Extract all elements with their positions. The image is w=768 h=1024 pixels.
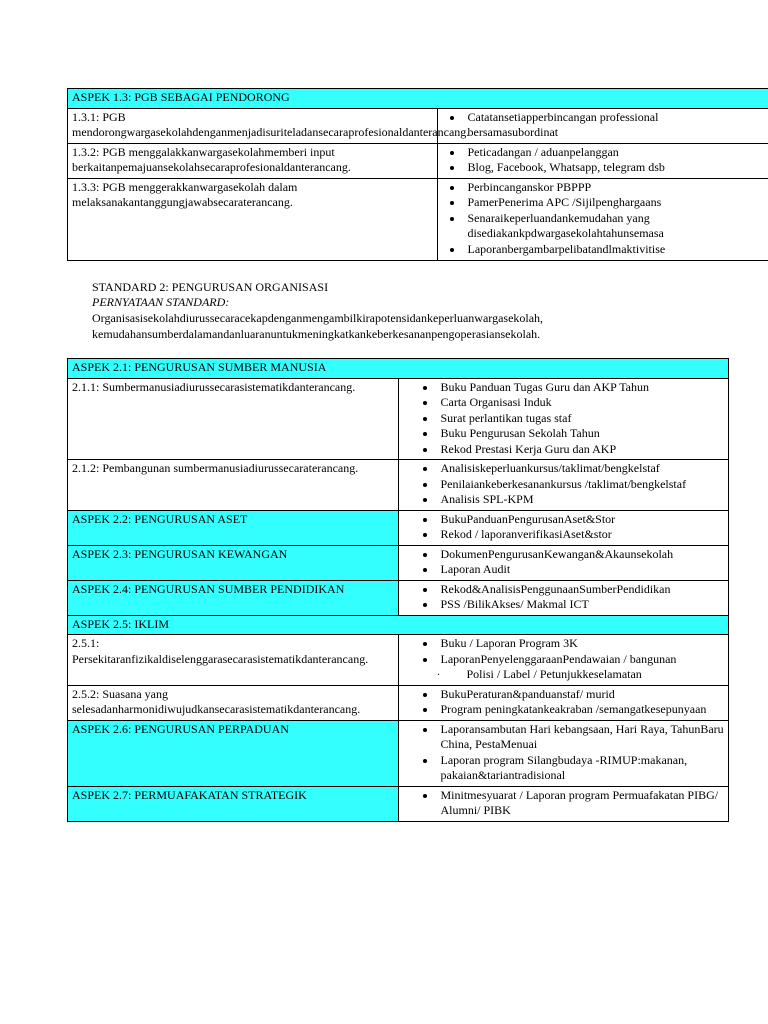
- list-item: • DokumenPengurusanKewangan&Akaunsekolah: [437, 547, 725, 563]
- list-item: • Laporan Audit: [437, 562, 725, 578]
- list-item: • Rekod / laporanverifikasiAset&stor: [437, 527, 725, 543]
- aspek-2-4-title: ASPEK 2.4: PENGURUSAN SUMBER PENDIDIKAN: [68, 580, 399, 615]
- list-item: • Senaraikeperluandankemudahan yang disediakankpdwargasekolahtahunsemasa: [464, 211, 718, 242]
- list-item: • Laporansambutan Hari kebangsaan, Hari Raya, TahunBaru China, PestaMenuai: [437, 722, 725, 753]
- evidence-list: [403, 788, 725, 819]
- list-item: • Rekod&AnalisisPenggunaanSumberPendidikan: [437, 582, 725, 598]
- list-item: • Laporan program Silangbudaya -RIMUP:makanan, pakaian&tariantradisional: [437, 753, 725, 784]
- evidence-2-1-1: [398, 378, 729, 460]
- list-item: • Laporanbergambarpelibatandlmaktivitise: [464, 242, 768, 258]
- list-item: • Buku Panduan Tugas Guru dan AKP Tahun: [437, 380, 725, 396]
- list-item-text: Polisi / Label / Petunjukkeselamatan: [466, 667, 642, 681]
- aspek-2-1-header: ASPEK 2.1: PENGURUSAN SUMBER MANUSIA: [68, 359, 729, 379]
- standard-2-subtitle: PERNYATAAN STANDARD:: [92, 295, 230, 309]
- list-item: • Analisis SPL-KPM: [437, 492, 725, 508]
- criterion-1-3-2: 1.3.2: PGB menggalakkanwargasekolahmemberi input berkaitanpemajuansekolahsecaraprofesionaldanterancang.: [68, 143, 438, 178]
- list-item: • LaporanPenyelenggaraanPendawaian / bangunan: [437, 652, 725, 668]
- list-item: • Blog, Facebook, Whatsapp, telegram dsb: [464, 160, 768, 176]
- standard-2-statement-line-2: kemudahansumberdalamandanluaranuntukmeningkatkankeberkesananpengoperasiansekolah.: [92, 327, 541, 341]
- evidence-list: [403, 380, 725, 458]
- evidence-2-1-2: [398, 460, 729, 511]
- criterion-1-3-3: 1.3.3: PGB menggerakkanwargasekolah dalam melaksanakantanggungjawabsecaraterancang.: [68, 178, 438, 260]
- list-item: • PSS /BilikAkses/ Makmal ICT: [437, 597, 725, 613]
- list-item: • PamerPenerima APC /Sijilpenghargaans: [464, 195, 768, 211]
- aspek-2-7-title: ASPEK 2.7: PERMUAFAKATAN STRATEGIK: [68, 786, 399, 821]
- evidence-list: [403, 547, 725, 578]
- criterion-2-1-2: 2.1.2: Pembangunan sumbermanusiadiurussecaraterancang.: [68, 460, 399, 511]
- evidence-2-3: [398, 545, 729, 580]
- aspek-2-6-title: ASPEK 2.6: PENGURUSAN PERPADUAN: [68, 720, 399, 786]
- evidence-2-5-2: [398, 685, 729, 720]
- evidence-1-3-2: [437, 143, 768, 178]
- criterion-2-5-1: 2.5.1: Persekitaranfizikaldiselenggarasecarasistematikdanterancang.: [68, 635, 399, 686]
- list-item: • Perbincanganskor PBPPP: [464, 180, 768, 196]
- evidence-2-5-1: [398, 635, 729, 686]
- aspek-2-2-title: ASPEK 2.2: PENGURUSAN ASET: [68, 510, 399, 545]
- standard-2-table: [67, 358, 729, 822]
- aspek-1-3-table: [67, 88, 768, 261]
- criterion-2-5-2: 2.5.2: Suasana yang selesadanharmonidiwujudkansecarasistematikdanterancang.: [68, 685, 399, 720]
- evidence-list: [438, 110, 768, 141]
- evidence-list: [438, 180, 768, 258]
- list-item: • Penilaiankeberkesanankursus /taklimat/bengkelstaf: [437, 477, 725, 493]
- aspek-1-3-header: ASPEK 1.3: PGB SEBAGAI PENDORONG: [68, 89, 768, 109]
- list-item: • Carta Organisasi Induk: [437, 395, 725, 411]
- evidence-list: [403, 722, 725, 784]
- evidence-list: [403, 512, 725, 543]
- list-item: [437, 667, 725, 683]
- list-item: • Analisiskeperluankursus/taklimat/bengkelstaf: [437, 461, 725, 477]
- list-item: • Buku / Laporan Program 3K: [437, 636, 725, 652]
- evidence-1-3-1: [437, 108, 768, 143]
- evidence-1-3-3: [437, 178, 768, 260]
- aspek-2-5-header: ASPEK 2.5: IKLIM: [68, 615, 729, 635]
- list-item: • Catatansetiapperbincangan professional bersamasubordinat: [464, 110, 718, 141]
- list-item: • Buku Pengurusan Sekolah Tahun: [437, 426, 725, 442]
- evidence-list: [403, 461, 725, 508]
- list-item: • Rekod Prestasi Kerja Guru dan AKP: [437, 442, 725, 458]
- evidence-2-2: [398, 510, 729, 545]
- evidence-list: [403, 582, 725, 613]
- list-item: • BukuPanduanPengurusanAset&Stor: [437, 512, 725, 528]
- evidence-2-4: [398, 580, 729, 615]
- standard-2-title: STANDARD 2: PENGURUSAN ORGANISASI: [92, 280, 329, 294]
- evidence-list: [438, 145, 768, 176]
- standard-2-section: [92, 280, 762, 342]
- aspek-2-3-title: ASPEK 2.3: PENGURUSAN KEWANGAN: [68, 545, 399, 580]
- list-item: • Program peningkatankeakraban /semangatkesepunyaan: [437, 702, 725, 718]
- evidence-2-6: [398, 720, 729, 786]
- evidence-2-7: [398, 786, 729, 821]
- evidence-list: [403, 636, 725, 683]
- dot-mark: ·: [436, 667, 441, 681]
- standard-2-statement-line-1: Organisasisekolahdiurussecaracekapdenganmengambilkirapotensidankeperluanwargasekolah,: [92, 311, 544, 325]
- criterion-2-1-1: 2.1.1: Sumbermanusiadiurussecarasistematikdanterancang.: [68, 378, 399, 460]
- list-item: • BukuPeraturan&panduanstaf/ murid: [437, 687, 725, 703]
- list-item: • Peticadangan / aduanpelanggan: [464, 145, 768, 161]
- list-item: • Minitmesyuarat / Laporan program Permuafakatan PIBG/ Alumni/ PIBK: [437, 788, 725, 819]
- evidence-list: [403, 687, 725, 718]
- list-item: • Surat perlantikan tugas staf: [437, 411, 725, 427]
- criterion-1-3-1: 1.3.1: PGB mendorongwargasekolahdenganmenjadisuriteladansecaraprofesionaldanterancang.: [68, 108, 438, 143]
